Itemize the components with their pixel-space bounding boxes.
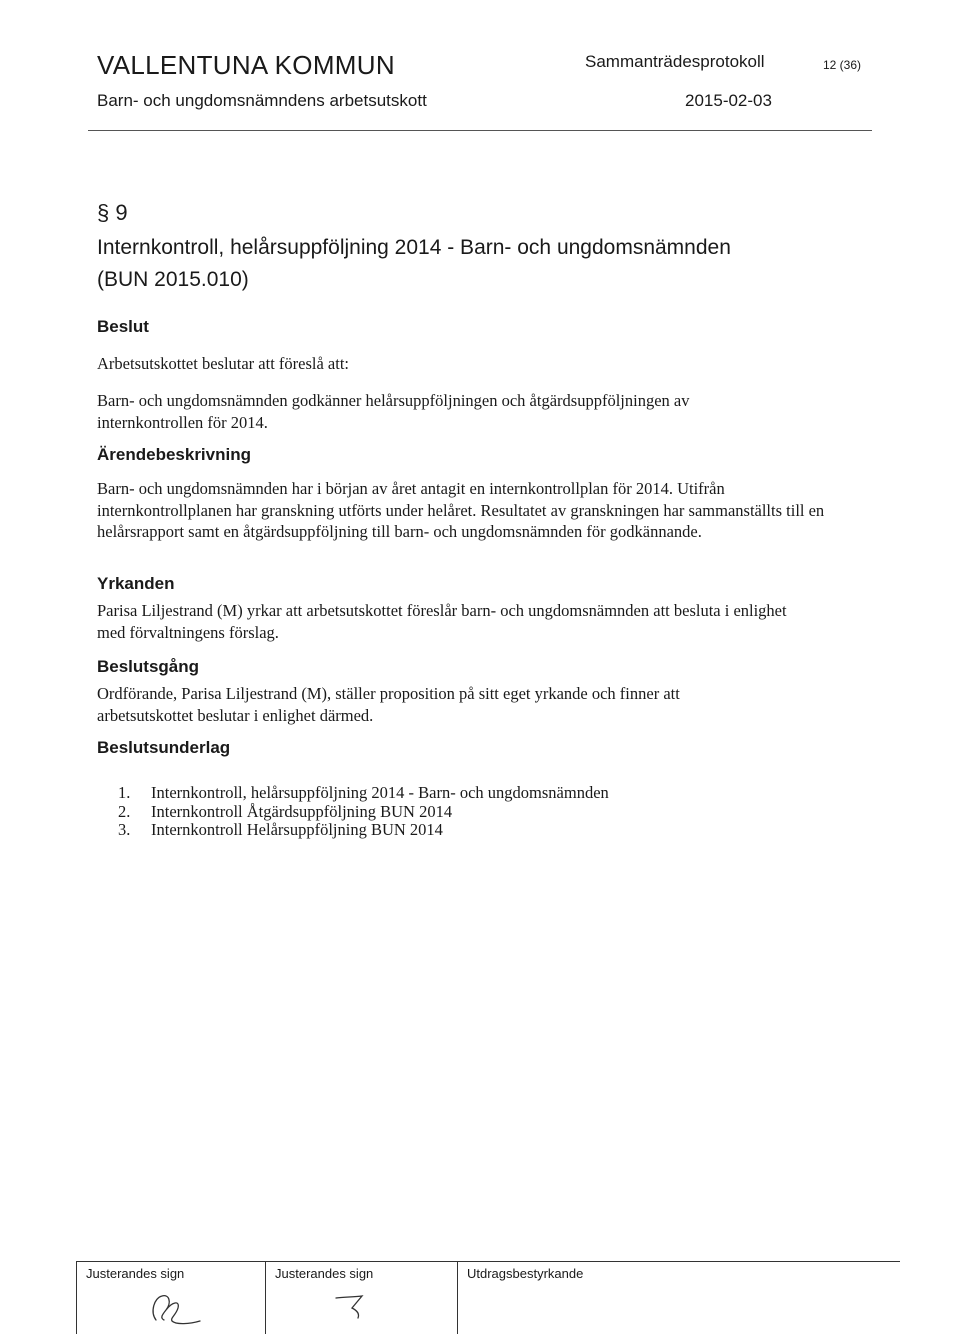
beslutsgang-body: Ordförande, Parisa Liljestrand (M), ställer proposition på sitt eget yrkande och finner att arbetsutskottet beslutar i enlighet därmed. [97,684,680,725]
signature-box [76,1261,900,1334]
list-item-text: Internkontroll Helårsuppföljning BUN 2014 [151,820,443,839]
beslut-body: Barn- och ungdomsnämnden godkänner helårsuppföljningen och åtgärdsuppföljningen av internkontrollen för 2014. [97,391,690,432]
list-item [118,803,609,822]
organization-name: VALLENTUNA KOMMUN [97,50,395,80]
list-item-text: Internkontroll, helårsuppföljning 2014 - Barn- och ungdomsnämnden [151,783,609,802]
handwritten-signature-2 [328,1286,378,1326]
paragraph-number: § 9 [97,200,128,225]
signature-box-divider [457,1262,458,1334]
justerandes-sign-label-2: Justerandes sign [275,1266,374,1281]
signature-box-divider [265,1262,266,1334]
heading-beslutsunderlag: Beslutsunderlag [97,738,231,757]
page-number: 12 (36) [823,58,862,72]
section-title-line2: (BUN 2015.010) [97,268,249,291]
list-item [118,784,609,803]
beslut-intro: Arbetsutskottet beslutar att föreslå att: [97,354,350,373]
signature-box-border [76,1262,77,1334]
list-item-text: Internkontroll Åtgärdsuppföljning BUN 2014 [151,801,453,821]
section-title-line1: Internkontroll, helårsuppföljning 2014 - Barn- och ungdomsnämnden [97,236,731,259]
committee-name: Barn- och ungdomsnämndens arbetsutskott [97,91,427,110]
heading-beslut: Beslut [97,317,149,336]
utdragsbestyrkande-label: Utdragsbestyrkande [467,1266,584,1281]
heading-arendebeskrivning: Ärendebeskrivning [97,445,251,464]
handwritten-signature-1 [142,1288,212,1330]
list-item-number: 2. [118,801,131,821]
attachment-list [118,784,609,840]
document-type: Sammanträdesprotokoll [585,52,765,71]
header-divider [88,130,872,131]
list-item-number: 1. [118,783,131,802]
justerandes-sign-label-1: Justerandes sign [86,1266,185,1281]
yrkanden-body: Parisa Liljestrand (M) yrkar att arbetsutskottet föreslår barn- och ungdomsnämnden att besluta i enlighet med förvaltningens förslag. [97,601,787,642]
list-item-number: 3. [118,820,131,839]
heading-yrkanden: Yrkanden [97,574,175,593]
heading-beslutsgang: Beslutsgång [97,657,200,676]
arendebeskrivning-body: Barn- och ungdomsnämnden har i början av året antagit en internkontrollplan för 2014. Utifrån internkontrollplanen har granskning utförts under helåret. Resultatet av granskningen har sammanställts till en helårsrapport samt en åtgärdsuppföljning till barn- och ungdomsnämnden för godkännande. [97,479,825,541]
list-item [118,821,609,840]
meeting-date: 2015-02-03 [685,91,772,110]
